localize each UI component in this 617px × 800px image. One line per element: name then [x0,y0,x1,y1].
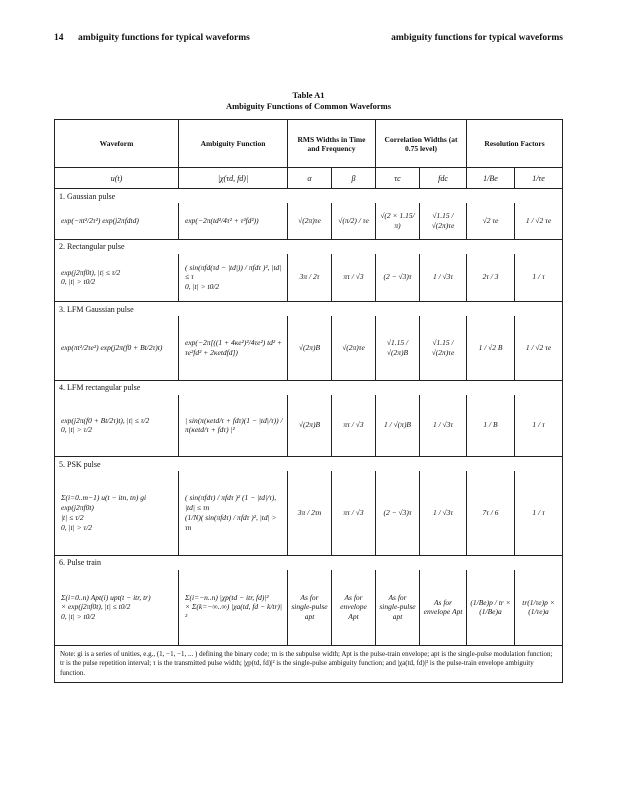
fdc-cell: 1 / √3τ [420,471,467,555]
waveform-cell: exp(πt²/2τe²) exp(j2π(f0 + Bt/2τ)t) [55,316,179,380]
beta-cell: √(π/2) / τe [332,203,376,239]
waveform-line: 0, |t| > τ/2 [61,425,93,435]
ambiguity-cell [179,254,288,302]
ambiguity-line: × Σ(k=−∞..∞) |χa(td, fd − k/tr)|² [185,602,282,622]
table-row [55,395,563,457]
header-right-title: ambiguity functions for typical waveforms [391,33,563,43]
col-corr: Correlation Widths (at 0.75 level) [376,120,467,168]
sym-chi: |χ(τd, fd)| [179,168,288,189]
fdc-cell: 1 / √3τ [420,395,467,457]
waveform-cell: exp(−πt²/2τ²) exp(j2πfdtd) [55,203,179,239]
waveform-cell [55,254,179,302]
waveform-cell [55,395,179,457]
section-header [55,302,563,317]
alpha-cell: 3π / 2τn [288,471,332,555]
waveform-line: |t| ≤ τ/2 [61,512,84,522]
ambiguity-cell: | sin(π(κetd/τ + fdτ)(1 − |td|/τ)) / π(κetd/τ + fdτ) |² [179,395,288,457]
col-waveform: Waveform [55,120,179,168]
tauc-cell: (2 − √3)τ [376,254,420,302]
table-row [55,254,563,302]
tauc-cell: √(2 × 1.15/π) [376,203,420,239]
ambiguity-line: ( sin(πfd(τd − |td|)) / πfdτ )², |td| ≤ τ [185,262,282,282]
fdc-cell: √1.15 / √(2π)τe [420,203,467,239]
sym-beta: β [332,168,376,189]
section-title: 6. Pulse train [55,555,563,570]
table-row [55,203,563,239]
ambiguity-line: Σ(i=−n..n) |χp(td − itr, fd)|² [185,592,269,602]
tauc-cell: As for single-pulse apt [376,570,420,646]
section-title: 2. Rectangular pulse [55,239,563,254]
page-number: 14 [54,33,64,43]
sym-be: 1/Be [467,168,515,189]
alpha-cell: 3π / 2τ [288,254,332,302]
res1-cell: (1/Be)p / tr × (1/Be)a [467,570,515,646]
running-header [54,33,563,47]
waveform-line: 0, |t| > t0/2 [61,277,96,287]
section-header [55,380,563,395]
section-title: 5. PSK pulse [55,457,563,472]
res2-cell: 1 / τ [515,254,563,302]
beta-cell: πτ / √3 [332,471,376,555]
fdc-cell: √1.15 / √(2π)τe [420,316,467,380]
col-ambiguity: Ambiguity Function [179,120,288,168]
res2-cell: 1 / τ [515,471,563,555]
section-header [55,457,563,472]
sym-fdc: fdc [420,168,467,189]
table-row [55,471,563,555]
table-label: Table A1 [292,90,325,100]
column-header-row [55,120,563,168]
ambiguity-cell [179,471,288,555]
header-left-title: ambiguity functions for typical waveforms [78,33,250,43]
res2-cell: 1 / τ [515,395,563,457]
alpha-cell: √(2π)B [288,395,332,457]
waveform-line: 0, |t| > t0/2 [61,612,96,622]
table-note: Note: gi is a series of unities, e.g., (1, −1, −1, ... ) defining the binary code; τn is the subpulse width; Apt is the pulse-train envelope; apt is the single-pulse modulation function; tr is the pulse repetition interval; τ is the transmitted pulse width; |χp(td, fd)|² is the single-pulse ambiguity function; and |χa(td, fd)|² is the pulse-train envelope ambiguity function. [55,646,563,683]
res2-cell: tr(1/τe)p × (1/τe)a [515,570,563,646]
alpha-cell: √(2π)B [288,316,332,380]
symbol-row [55,168,563,189]
tauc-cell: √1.15 / √(2π)B [376,316,420,380]
res1-cell: 1 / B [467,395,515,457]
tauc-cell: (2 − √3)τ [376,471,420,555]
beta-cell: πτ / √3 [332,254,376,302]
section-title: 1. Gaussian pulse [55,189,563,204]
res1-cell: 7τ / 6 [467,471,515,555]
sym-tauc: τc [376,168,420,189]
tauc-cell: 1 / √(π)B [376,395,420,457]
waveform-line: exp(j2π(f0 + Bt/2τ)t), |t| ≤ τ/2 [61,415,150,425]
waveform-cell [55,471,179,555]
col-res: Resolution Factors [467,120,563,168]
fdc-cell: 1 / √3τ [420,254,467,302]
beta-cell: πτ / √3 [332,395,376,457]
res1-cell: √2 τe [467,203,515,239]
table-title: Ambiguity Functions of Common Waveforms [225,101,392,111]
res1-cell: 2τ / 3 [467,254,515,302]
table-row [55,316,563,380]
section-title: 3. LFM Gaussian pulse [55,302,563,317]
waveform-cell [55,570,179,646]
ambiguity-cell: exp(−2π(td²/4τ² + τ²fd²)) [179,203,288,239]
ambiguity-cell: exp(−2π[((1 + 4κe²)²/4τe²) td² + τe²fd² + 2κetdfd]) [179,316,288,380]
res1-cell: 1 / √2 B [467,316,515,380]
section-header [55,555,563,570]
waveform-line: Σ(i=0..n) Apt(i) upt(t − itr, tr) [61,592,151,602]
section-title: 4. LFM rectangular pulse [55,380,563,395]
sym-alpha: α [288,168,332,189]
res2-cell: 1 / √2 τe [515,203,563,239]
waveform-line: Σ(i=0..m−1) u(t − itn, tn) gi exp(j2πf0t) [61,493,147,512]
waveform-line: exp(j2πf0t), |t| ≤ τ/2 [61,267,121,277]
ambiguity-line: (1/N)( sin(πfdτ) / πfdτ )², |td| > τn [185,512,277,532]
table-row [55,570,563,646]
waveform-line: 0, |t| > τ/2 [61,522,93,532]
beta-cell: √(2π)τe [332,316,376,380]
beta-cell: As for envelope Apt [332,570,376,646]
ambiguity-table [54,119,563,683]
alpha-cell: As for single-pulse apt [288,570,332,646]
ambiguity-line: ( sin(πfdτ) / πfdτ )² (1 − |td|/τ), |td| ≤ τn [185,493,277,512]
res2-cell: 1 / √2 τe [515,316,563,380]
ambiguity-line: 0, |t| > t0/2 [185,282,220,292]
table-note-row [55,646,563,683]
alpha-cell: √(2π)τe [288,203,332,239]
col-rms: RMS Widths in Time and Frequency [288,120,376,168]
fdc-cell: As for envelope Apt [420,570,467,646]
sym-taue: 1/τe [515,168,563,189]
sym-u: u(t) [55,168,179,189]
waveform-line: × exp(j2πf0t), |t| ≤ t0/2 [61,602,131,612]
ambiguity-cell [179,570,288,646]
section-header [55,239,563,254]
section-header [55,189,563,204]
